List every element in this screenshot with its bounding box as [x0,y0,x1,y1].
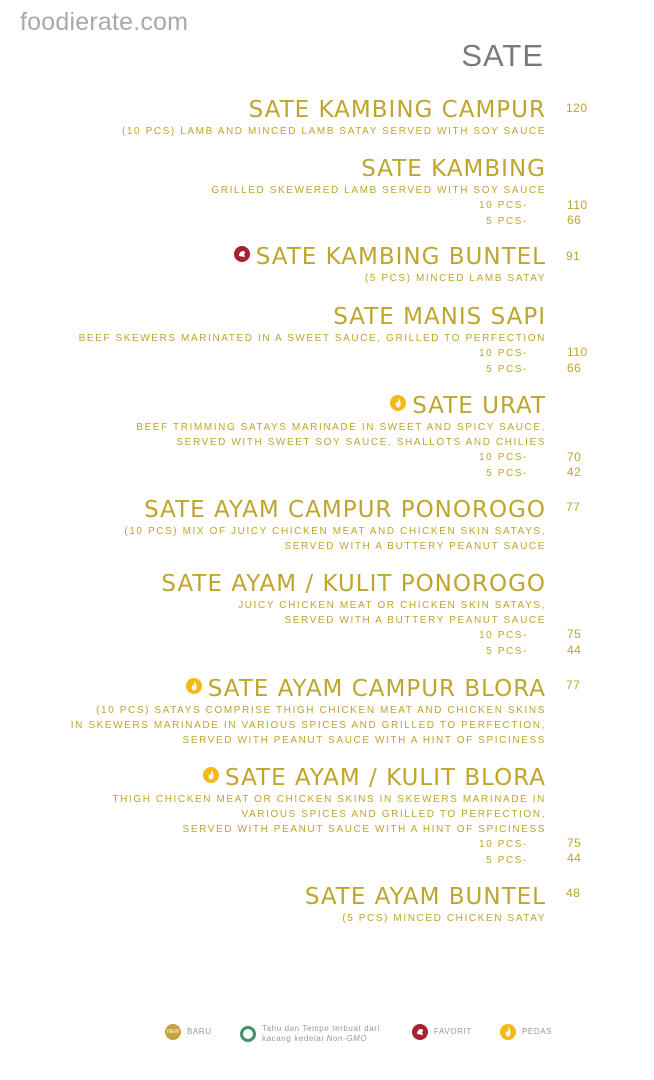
item-price: 44 [567,851,582,865]
item-name: SATE AYAM BUNTEL [304,884,546,910]
item-name: SATE URAT [412,393,546,419]
item-price: 44 [567,643,582,657]
item-price: 66 [567,213,582,227]
item-description: THIGH CHICKEN MEAT OR CHICKEN SKINS IN SKEWERS MARINADE IN [112,794,546,805]
menu-item [161,570,546,659]
item-description: VARIOUS SPICES AND GRILLED TO PERFECTION, [241,809,546,820]
menu-item [211,155,546,229]
legend-pedas [500,1024,552,1040]
menu-item [112,764,546,868]
item-description: SERVED WITH A BUTTERY PEANUT SAUCE [284,615,546,626]
item-description: BEEF SKEWERS MARINATED IN A SWEET SAUCE, GRILLED TO PERFECTION [78,333,546,344]
legend [0,1024,654,1048]
item-price: 120 [566,101,588,115]
legend-tahu-tempe [240,1024,380,1044]
menu-item [71,675,546,748]
item-name: SATE KAMBING BUNTEL [255,244,546,270]
new-badge-text: NEW [167,1029,179,1035]
item-name: SATE KAMBING [361,156,546,182]
item-price: 91 [566,249,581,263]
item-description: (5 PCS) MINCED CHICKEN SATAY [342,913,546,924]
legend-favorit [412,1024,472,1040]
item-quantity: 5 PCS- [486,467,528,479]
item-quantity: 10 PCS- [479,839,528,850]
pedas-icon [186,678,202,694]
favorit-icon [234,246,250,262]
item-name-row [71,675,546,703]
item-quantity: 5 PCS- [486,215,528,227]
menu-item [122,96,546,139]
menu-item [124,496,546,554]
item-description: (10 PCS) MIX OF JUICY CHICKEN MEAT AND CHICKEN SKIN SATAYS, [124,526,546,537]
item-name: SATE AYAM CAMPUR PONOROGO [144,497,546,523]
item-quantity: 5 PCS- [486,854,528,866]
item-quantity: 10 PCS- [479,630,528,641]
item-quantity: 10 PCS- [479,452,528,463]
favorit-icon [412,1024,428,1040]
pedas-icon [390,395,406,411]
new-badge-icon [165,1024,181,1040]
item-price: 48 [566,886,581,900]
item-price: 77 [566,678,581,692]
item-name: SATE AYAM / KULIT PONOROGO [161,571,546,597]
item-price: 75 [567,836,582,850]
item-price: 75 [567,627,582,641]
item-description: JUICY CHICKEN MEAT OR CHICKEN SKIN SATAYS, [238,600,546,611]
legend-tahu-line2: kacang kedelai Non-GMO [262,1034,368,1043]
item-price: 110 [567,345,588,359]
item-price: 77 [566,500,581,514]
item-name: SATE AYAM / KULIT BLORA [225,765,546,791]
item-name: SATE AYAM CAMPUR BLORA [207,676,546,702]
item-quantity: 10 PCS- [479,348,528,359]
legend-tahu-label [262,1024,380,1044]
item-description: (10 PCS) SATAYS COMPRISE THIGH CHICKEN MEAT AND CHICKEN SKINS [96,705,546,716]
watermark: foodierate.com [20,8,189,36]
item-quantity: 10 PCS- [479,200,528,211]
section-title: SATE [461,38,544,73]
item-name-row [112,764,546,792]
item-description: SERVED WITH SWEET SOY SAUCE, SHALLOTS AND CHILIES [176,437,546,448]
item-name-row [234,243,546,271]
item-description: IN SKEWERS MARINADE IN VARIOUS SPICES AND GRILLED TO PERFECTION, [70,720,546,731]
item-name: SATE KAMBING CAMPUR [248,97,546,123]
legend-tahu-line1: Tahu dan Tempe terbuat dari [262,1024,380,1033]
legend-baru [165,1024,212,1040]
item-quantity: 5 PCS- [486,645,528,657]
item-price: 70 [567,450,582,464]
item-name: SATE MANIS SAPI [333,304,546,330]
legend-baru-label: BARU [187,1027,212,1036]
item-price: 110 [567,198,588,212]
item-name-row [136,392,546,420]
item-price: 66 [567,361,582,375]
item-price: 42 [567,465,582,479]
item-quantity: 5 PCS- [486,363,528,375]
item-description: SERVED WITH A BUTTERY PEANUT SAUCE [284,541,546,552]
legend-pedas-label: PEDAS [522,1027,553,1036]
item-description: BEEF TRIMMING SATAYS MARINADE IN SWEET AND SPICY SAUCE, [136,422,546,433]
legend-favorit-label: FAVORIT [434,1027,472,1036]
item-description: GRILLED SKEWERED LAMB SERVED WITH SOY SAUCE [211,185,546,196]
menu-item [234,243,546,286]
item-description: (10 PCS) LAMB AND MINCED LAMB SATAY SERVED WITH SOY SAUCE [121,126,546,137]
item-description: (5 PCS) MINCED LAMB SATAY [364,273,546,284]
menu-item [305,883,546,926]
item-description: SERVED WITH PEANUT SAUCE WITH A HINT OF SPICINESS [182,735,546,746]
item-description: SERVED WITH PEANUT SAUCE WITH A HINT OF SPICINESS [182,824,546,835]
menu-item [79,303,546,377]
pedas-icon [500,1024,516,1040]
pedas-icon [203,767,219,783]
menu-item [136,392,546,481]
leaf-icon [240,1026,256,1042]
